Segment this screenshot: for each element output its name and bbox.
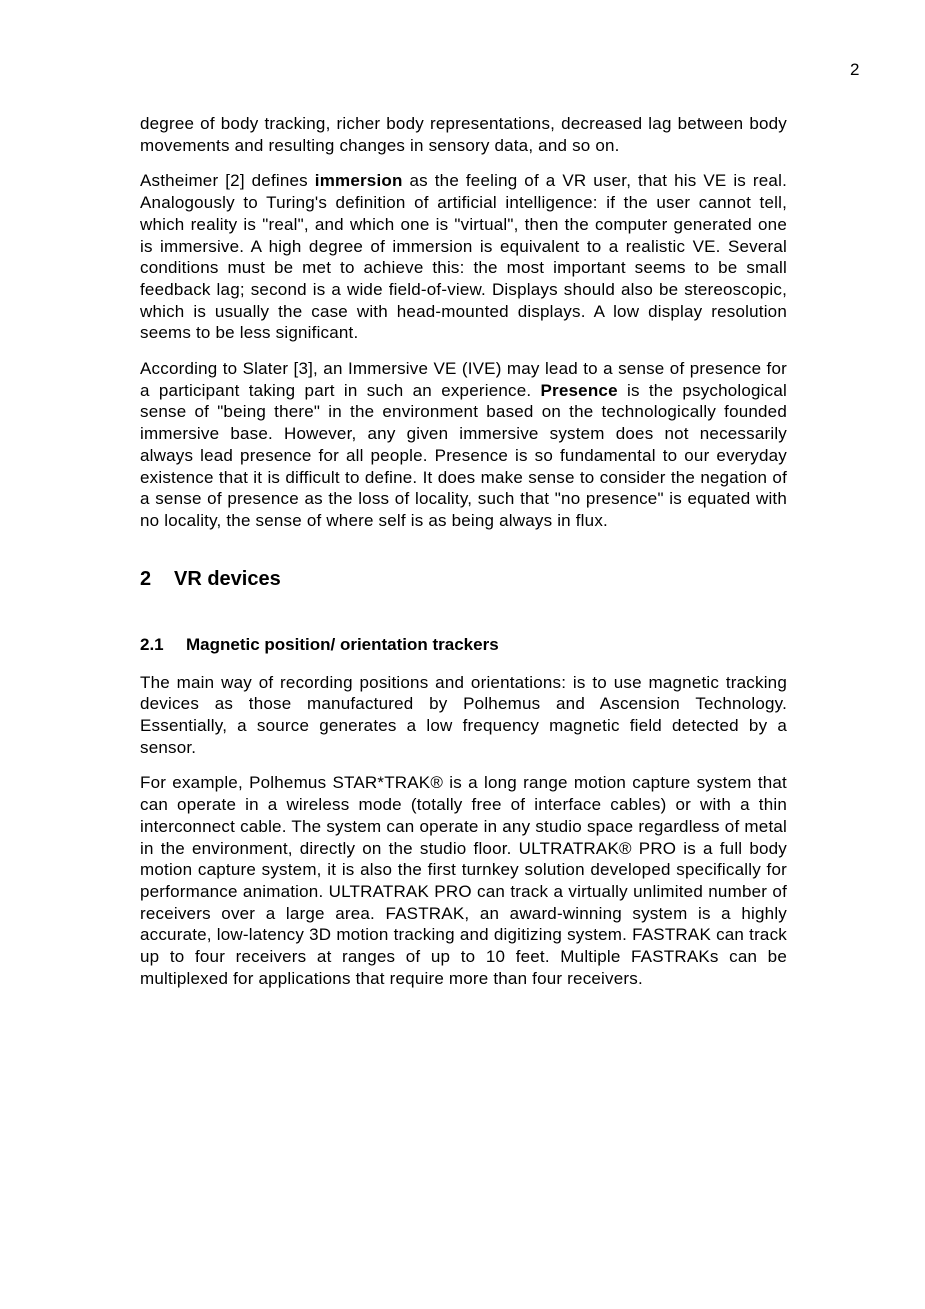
subsection-title: Magnetic position/ orientation trackers: [186, 634, 499, 654]
document-body: [140, 113, 787, 1004]
text: Astheimer [2] defines: [140, 171, 315, 191]
section-number: 2: [140, 567, 152, 590]
paragraph: For example, Polhemus STAR*TRAK® is a long range motion capture system that can operate in a wireless mode (totally free of interface cables) or with a thin interconnect cable. The system can operate in any studio space regardless of metal in the environment, directly on the studio floor. ULTRATRAK® PRO is a full body motion capture system, it is also the first turnkey solution developed specifically for performance animation. ULTRATRAK PRO can track a virtually unlimited number of receivers over a large area. FASTRAK, an award-winning system is a highly accurate, low-latency 3D motion tracking and digitizing system. FASTRAK can track up to four receivers at ranges of up to 10 feet. Multiple FASTRAKs can be multiplexed for applications that require more than four receivers.: [140, 773, 787, 988]
page-number: 2: [850, 60, 860, 79]
subsection-number: 2.1: [140, 634, 164, 654]
section-title: VR devices: [174, 567, 281, 590]
paragraph: The main way of recording positions and orientations: is to use magnetic tracking devices as those manufactured by Polhemus and Ascension Technology. Essentially, a source generates a low frequency magnetic field detected by a sensor.: [140, 672, 787, 757]
paragraph: degree of body tracking, richer body representations, decreased lag between body movements and resulting changes in sensory data, and so on.: [140, 114, 787, 155]
subsection-heading: [140, 635, 787, 655]
text: as the feeling of a VR user, that his VE is real. Analogously to Turing's definition of artificial intelligence: if the user cannot tell, which reality is "real", and which one is "virtual", then the computer generated one is immersive. A high degree of immersion is equivalent to a realistic VE. Several conditions must be met to achieve this: the most important seems to be small feedback lag; second is a wide field-of-view. Displays should also be stereoscopic, which is usually the case with head-mounted displays. A low display resolution seems to be less significant.: [140, 171, 787, 343]
text: is the psychological sense of "being there" in the environment based on the technologically founded immersive base. However, any given immersive system does not necessarily always lead presence for all people. Presence is so fundamental to our everyday existence that it is difficult to define. It does make sense to consider the negation of a sense of presence as the loss of locality, such that "no presence" is equated with no locality, the sense of where self is as being always in flux.: [140, 380, 787, 530]
term-immersion: immersion: [314, 171, 403, 191]
text: According to Slater [3], an Immersive VE (IVE) may lead to a sense of presence for a participant taking part in such an experience.: [140, 359, 787, 400]
term-presence: Presence: [540, 380, 618, 400]
paragraph: [140, 170, 787, 344]
section-heading: [140, 568, 787, 591]
paragraph: [140, 358, 787, 532]
